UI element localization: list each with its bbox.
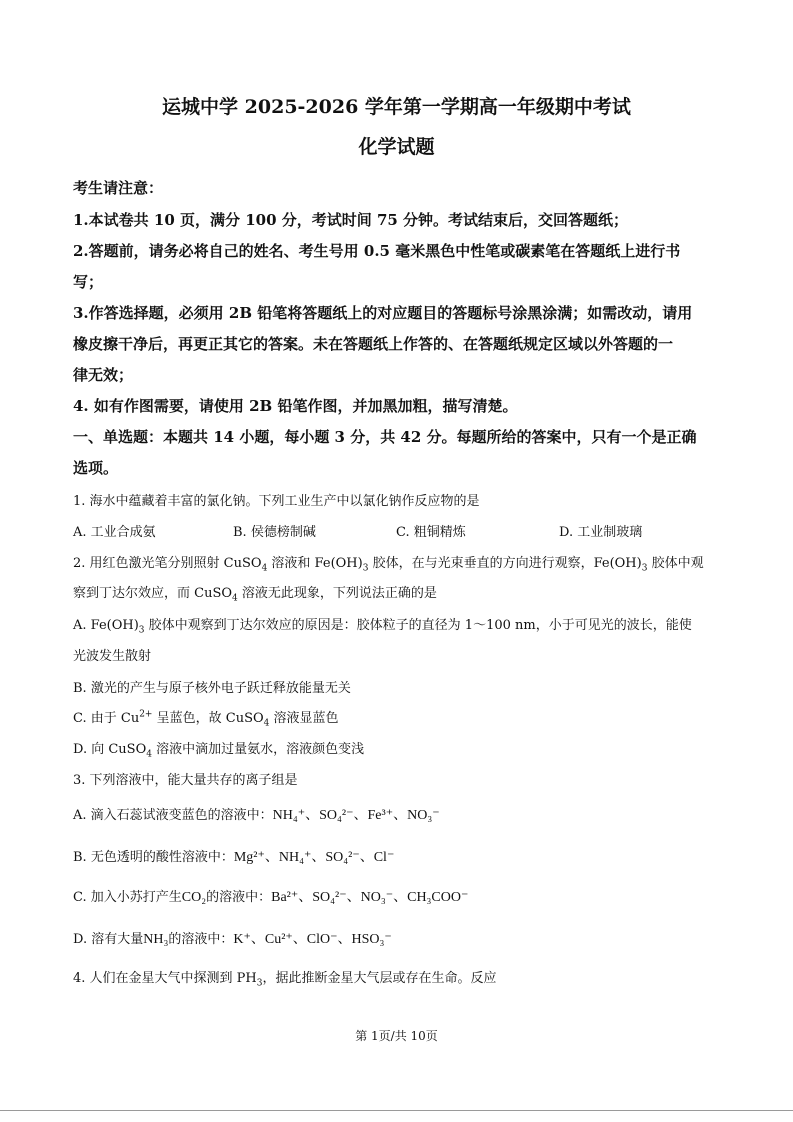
page-divider bbox=[0, 1110, 793, 1111]
ion-list: Ba²⁺、SO₄²⁻、NO₃⁻、CH₃COO⁻ bbox=[271, 890, 469, 905]
question-2-option-c: C. 由于 $Cu^{2+}$ 呈蓝色，故 CuSO$_4$ 溶液显蓝色 bbox=[73, 709, 339, 729]
section-heading-cont: 选项。 bbox=[73, 459, 119, 477]
ion-list: NH₄⁺、SO₄²⁻、Fe³⁺、NO₃⁻ bbox=[272, 808, 440, 823]
ion-list: Mg²⁺、NH₄⁺、SO₄²⁻、Cl⁻ bbox=[233, 850, 395, 865]
question-3-option-c: C. 加入小苏打产生CO₂的溶液中：Ba²⁺、SO₄²⁻、NO₃⁻、CH₃COO⁻ bbox=[73, 890, 469, 905]
notice-heading: 考生请注意： bbox=[73, 179, 164, 197]
notice-item-1: 1.本试卷共 10 页，满分 100 分，考试时间 75 分钟。考试结束后，交回答题纸； bbox=[73, 211, 629, 229]
question-2-stem: 2. 用红色激光笔分别照射 CuSO$_4$ 溶液和 $Fe(OH)_3$ 胶体，在与光束垂直的方向进行观察，$Fe(OH)_3$ 胶体中观 bbox=[73, 556, 704, 574]
question-2-option-a: A. $Fe(OH)_3$ 胶体中观察到丁达尔效应的原因是：胶体粒子的直径为 1～100 nm，小于可见光的波长，能使 bbox=[73, 618, 692, 636]
ion-list: K⁺、Cu²⁺、ClO⁻、HSO₃⁻ bbox=[233, 932, 392, 947]
notice-item-4: 4. 如有作图需要，请使用 2B 铅笔作图，并加黑加粗，描写清楚。 bbox=[73, 397, 518, 415]
question-1-option-b: B. 侯德榜制碱 bbox=[233, 525, 316, 540]
question-2-option-d: D. 向 CuSO$_4$ 溶液中滴加过量氨水，溶液颜色变浅 bbox=[73, 742, 365, 760]
question-2-option-b: B. 激光的产生与原子核外电子跃迁释放能量无关 bbox=[73, 681, 351, 696]
page-number: 第 1页/共 10页 bbox=[355, 1029, 438, 1043]
notice-item-3-cont: 橡皮擦干净后，再更正其它的答案。未在答题纸上作答的、在答题纸规定区域以外答题的一 bbox=[73, 335, 674, 353]
notice-item-2-cont: 写； bbox=[73, 273, 104, 291]
question-3-option-b: B. 无色透明的酸性溶液中：Mg²⁺、NH₄⁺、SO₄²⁻、Cl⁻ bbox=[73, 850, 395, 865]
exam-subject: 化学试题 bbox=[358, 136, 435, 158]
question-1-option-a: A. 工业合成氨 bbox=[73, 525, 156, 540]
section-heading: 一、单选题：本题共 14 小题，每小题 3 分，共 42 分。每题所给的答案中，只有一个是正确 bbox=[73, 428, 697, 446]
question-2-option-a-cont: 光波发生散射 bbox=[73, 649, 152, 664]
question-2-stem-cont: 察到丁达尔效应，而 CuSO$_4$ 溶液无此现象，下列说法正确的是 bbox=[73, 586, 437, 604]
question-4-stem: 4. 人们在金星大气中探测到 $PH_3$，据此推断金星大气层或存在生命。反应 bbox=[73, 971, 497, 989]
question-3-option-d: D. 溶有大量NH₃的溶液中：K⁺、Cu²⁺、ClO⁻、HSO₃⁻ bbox=[73, 932, 392, 947]
notice-item-2: 2.答题前，请务必将自己的姓名、考生号用 0.5 毫米黑色中性笔或碳素笔在答题纸上进行书 bbox=[73, 242, 681, 260]
exam-title: 运城中学 2025-2026 学年第一学期高一年级期中考试 bbox=[162, 96, 631, 118]
question-1-stem: 1. 海水中蕴藏着丰富的氯化钠。下列工业生产中以氯化钠作反应物的是 bbox=[73, 494, 480, 509]
question-3-option-a: A. 滴入石蕊试液变蓝色的溶液中：NH₄⁺、SO₄²⁻、Fe³⁺、NO₃⁻ bbox=[73, 808, 440, 823]
notice-item-3: 3.作答选择题，必须用 2B 铅笔将答题纸上的对应题目的答题标号涂黑涂满；如需改动，请用 bbox=[73, 304, 693, 322]
notice-item-3-cont2: 律无效； bbox=[73, 366, 134, 384]
question-1-option-d: D. 工业制玻璃 bbox=[559, 525, 643, 540]
question-3-stem: 3. 下列溶液中，能大量共存的离子组是 bbox=[73, 773, 298, 788]
question-1-option-c: C. 粗铜精炼 bbox=[396, 525, 466, 540]
